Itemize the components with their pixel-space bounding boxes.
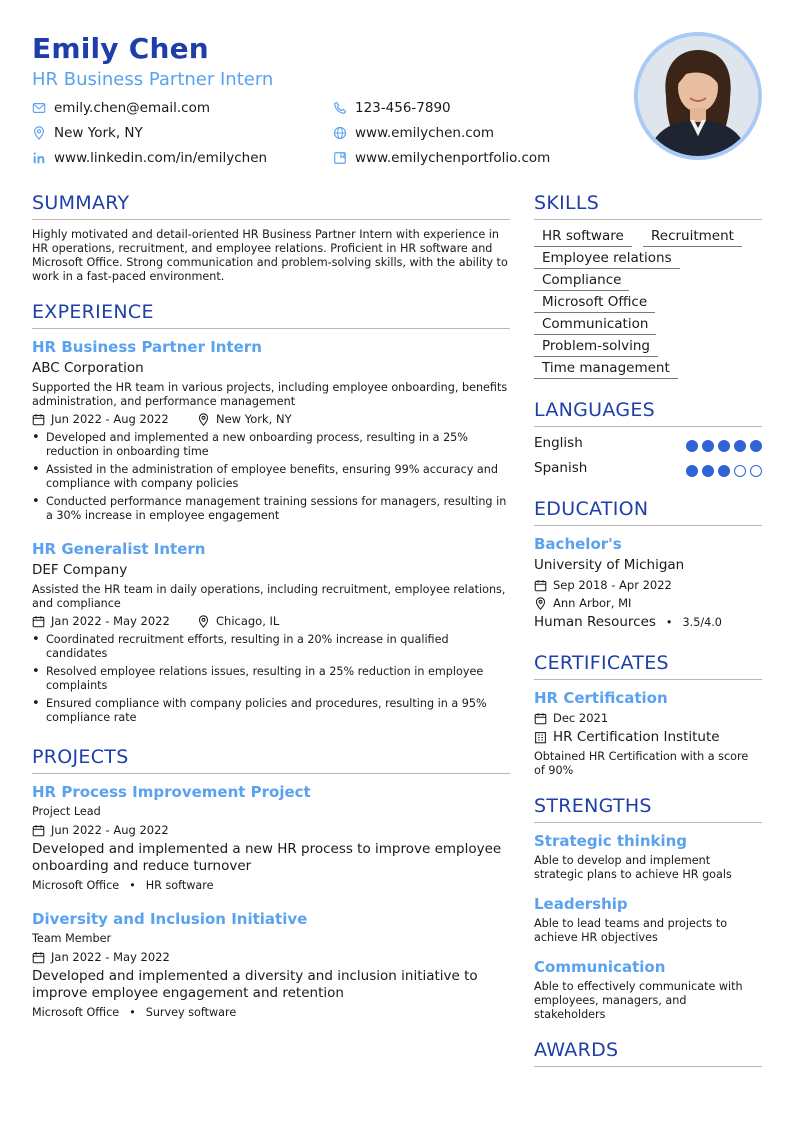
candidate-title: HR Business Partner Intern [32,69,274,90]
profile-portrait-icon [638,36,758,156]
contact-linkedin-text: www.linkedin.com/in/emilychen [54,150,268,166]
strength-name: Leadership [534,895,628,913]
certificate-issuer [534,729,720,745]
level-dot-filled [702,465,714,477]
projects-divider [32,773,510,774]
building-icon [534,731,547,744]
experience-bullet: • Developed and implemented a new onboarding process, resulting in a 25% reduction in onboarding time [46,431,510,459]
skill-tag: Employee relations [534,248,680,269]
strength-description: Able to lead teams and projects to achieve HR objectives [534,917,728,944]
separator-dot-icon: • [129,879,136,892]
contact-location [32,125,143,141]
education-dates [534,578,672,592]
level-dot-filled [686,465,698,477]
level-dot-empty [734,465,746,477]
contact-website-text: www.emilychen.com [355,125,495,141]
location-icon [197,615,210,628]
skill-tag: Problem-solving [534,336,658,357]
project-tools [32,879,214,892]
certificates-heading: CERTIFICATES [534,652,669,674]
summary-divider [32,219,510,220]
contact-email-text: emily.chen@email.com [54,100,211,116]
skills-heading: SKILLS [534,192,600,214]
experience-location [197,412,292,426]
education-location [534,596,631,610]
level-dot-filled [750,440,762,452]
certificate-date-text: Dec 2021 [553,711,609,725]
contact-phone[interactable] [333,100,451,116]
summary-text: Highly motivated and detail-oriented HR Business Partner Intern with experience in HR operations, recruitment, and employee relations. Proficient in HR software and Microsoft Office. Strong communication and problem-solving skills, with the ability to work in a fast-paced environment. [32,228,508,283]
experience-dates-text: Jun 2022 - Aug 2022 [51,412,169,426]
certificate-date [534,711,608,725]
project-tool: HR software [145,879,214,892]
candidate-name: Emily Chen [32,32,209,65]
phone-icon [333,101,347,115]
experience-company: ABC Corporation [32,360,144,376]
awards-heading: AWARDS [534,1039,619,1061]
experience-dates [32,412,169,426]
strength-description: Able to develop and implement strategic plans to achieve HR goals [534,854,732,881]
education-gpa: 3.5/4.0 [682,615,722,629]
experience-role: HR Business Partner Intern [32,338,262,356]
contact-phone-text: 123-456-7890 [355,100,451,116]
project-role: Project Lead [32,805,101,818]
awards-divider [534,1066,762,1067]
education-degree: Bachelor's [534,535,622,553]
level-dot-filled [718,465,730,477]
summary-heading: SUMMARY [32,192,130,214]
experience-dates-text: Jan 2022 - May 2022 [51,614,170,628]
experience-role: HR Generalist Intern [32,540,206,558]
language-level [686,440,762,452]
experience-bullet: • Assisted in the administration of employee benefits, ensuring 99% accuracy and compliance with company policies [46,463,510,491]
project-tool: Survey software [145,1006,237,1019]
language-name: Spanish [534,460,588,476]
skill-tag: Compliance [534,270,629,291]
contact-portfolio[interactable] [333,150,550,166]
skill-tag: Time management [534,358,678,379]
project-tools [32,1006,236,1019]
experience-bullet: • Coordinated recruitment efforts, resulting in a 20% increase in qualified candidates [46,633,510,661]
experience-divider [32,328,510,329]
calendar-icon [32,413,45,426]
strength-name: Communication [534,958,666,976]
experience-dates [32,614,170,628]
separator-dot-icon: • [665,615,673,629]
experience-bullet: • Resolved employee relations issues, resulting in a 25% reduction in employee complaints [46,665,510,693]
separator-dot-icon: • [129,1006,136,1019]
skills-divider [534,219,762,220]
calendar-icon [32,615,45,628]
calendar-icon [32,951,45,964]
project-dates [32,823,169,837]
level-dot-filled [718,440,730,452]
contact-location-text: New York, NY [54,125,143,141]
education-location-text: Ann Arbor, MI [553,596,632,610]
experience-location [197,614,279,628]
strength-name: Strategic thinking [534,832,688,850]
level-dot-empty [750,465,762,477]
project-name: HR Process Improvement Project [32,783,311,801]
portfolio-icon [333,151,347,165]
education-divider [534,525,762,526]
strengths-divider [534,822,762,823]
level-dot-filled [702,440,714,452]
level-dot-filled [686,440,698,452]
experience-description: Assisted the HR team in daily operations, including recruitment, employee relations, and compliance [32,583,506,610]
education-field-gpa [534,614,722,630]
project-dates-text: Jun 2022 - Aug 2022 [51,823,169,837]
experience-heading: EXPERIENCE [32,301,154,323]
contact-portfolio-text: www.emilychenportfolio.com [355,150,551,166]
skill-tag: Recruitment [643,226,742,247]
location-icon [534,597,547,610]
project-role: Team Member [32,932,112,945]
experience-bullet: • Ensured compliance with company policies and procedures, resulting in a 95% compliance rate [46,697,510,725]
project-description: Developed and implemented a diversity and inclusion initiative to improve employee engagement and retention [32,968,478,1001]
email-icon [32,101,46,115]
linkedin-icon [32,151,46,165]
certificate-description: Obtained HR Certification with a score of 90% [534,750,749,777]
languages-divider [534,426,762,427]
project-dates-text: Jan 2022 - May 2022 [51,950,170,964]
project-name: Diversity and Inclusion Initiative [32,910,308,928]
level-dot-filled [734,440,746,452]
project-tool: Microsoft Office [32,1006,120,1019]
project-description: Developed and implemented a new HR process to improve employee onboarding and reduce turnover [32,841,502,874]
globe-icon [333,126,347,140]
language-name: English [534,435,583,451]
contact-linkedin[interactable] [32,150,267,166]
skill-tag: Communication [534,314,656,335]
contact-website[interactable] [333,125,494,141]
calendar-icon [32,824,45,837]
calendar-icon [534,579,547,592]
contact-email[interactable] [32,100,210,116]
skill-tag: HR software [534,226,632,247]
skill-tag: Microsoft Office [534,292,655,313]
strength-description: Able to effectively communicate with employees, managers, and stakeholders [534,980,743,1021]
languages-heading: LANGUAGES [534,399,656,421]
education-field: Human Resources [534,614,656,630]
location-icon [32,126,46,140]
certificate-name: HR Certification [534,689,668,707]
project-tool: Microsoft Office [32,879,120,892]
experience-location-text: Chicago, IL [216,614,280,628]
language-level [686,465,762,477]
education-heading: EDUCATION [534,498,649,520]
location-icon [197,413,210,426]
experience-company: DEF Company [32,562,128,578]
certificates-divider [534,679,762,680]
projects-heading: PROJECTS [32,746,129,768]
education-school: University of Michigan [534,557,685,573]
profile-photo [634,32,762,160]
experience-bullet: • Conducted performance management training sessions for managers, resulting in a 30% increase in employee engagement [46,495,510,523]
project-dates [32,950,170,964]
certificate-issuer-text: HR Certification Institute [553,729,720,745]
calendar-icon [534,712,547,725]
experience-description: Supported the HR team in various projects, including employee onboarding, benefits administration, and performance management [32,381,508,408]
education-dates-text: Sep 2018 - Apr 2022 [553,578,672,592]
strengths-heading: STRENGTHS [534,795,652,817]
experience-location-text: New York, NY [216,412,292,426]
